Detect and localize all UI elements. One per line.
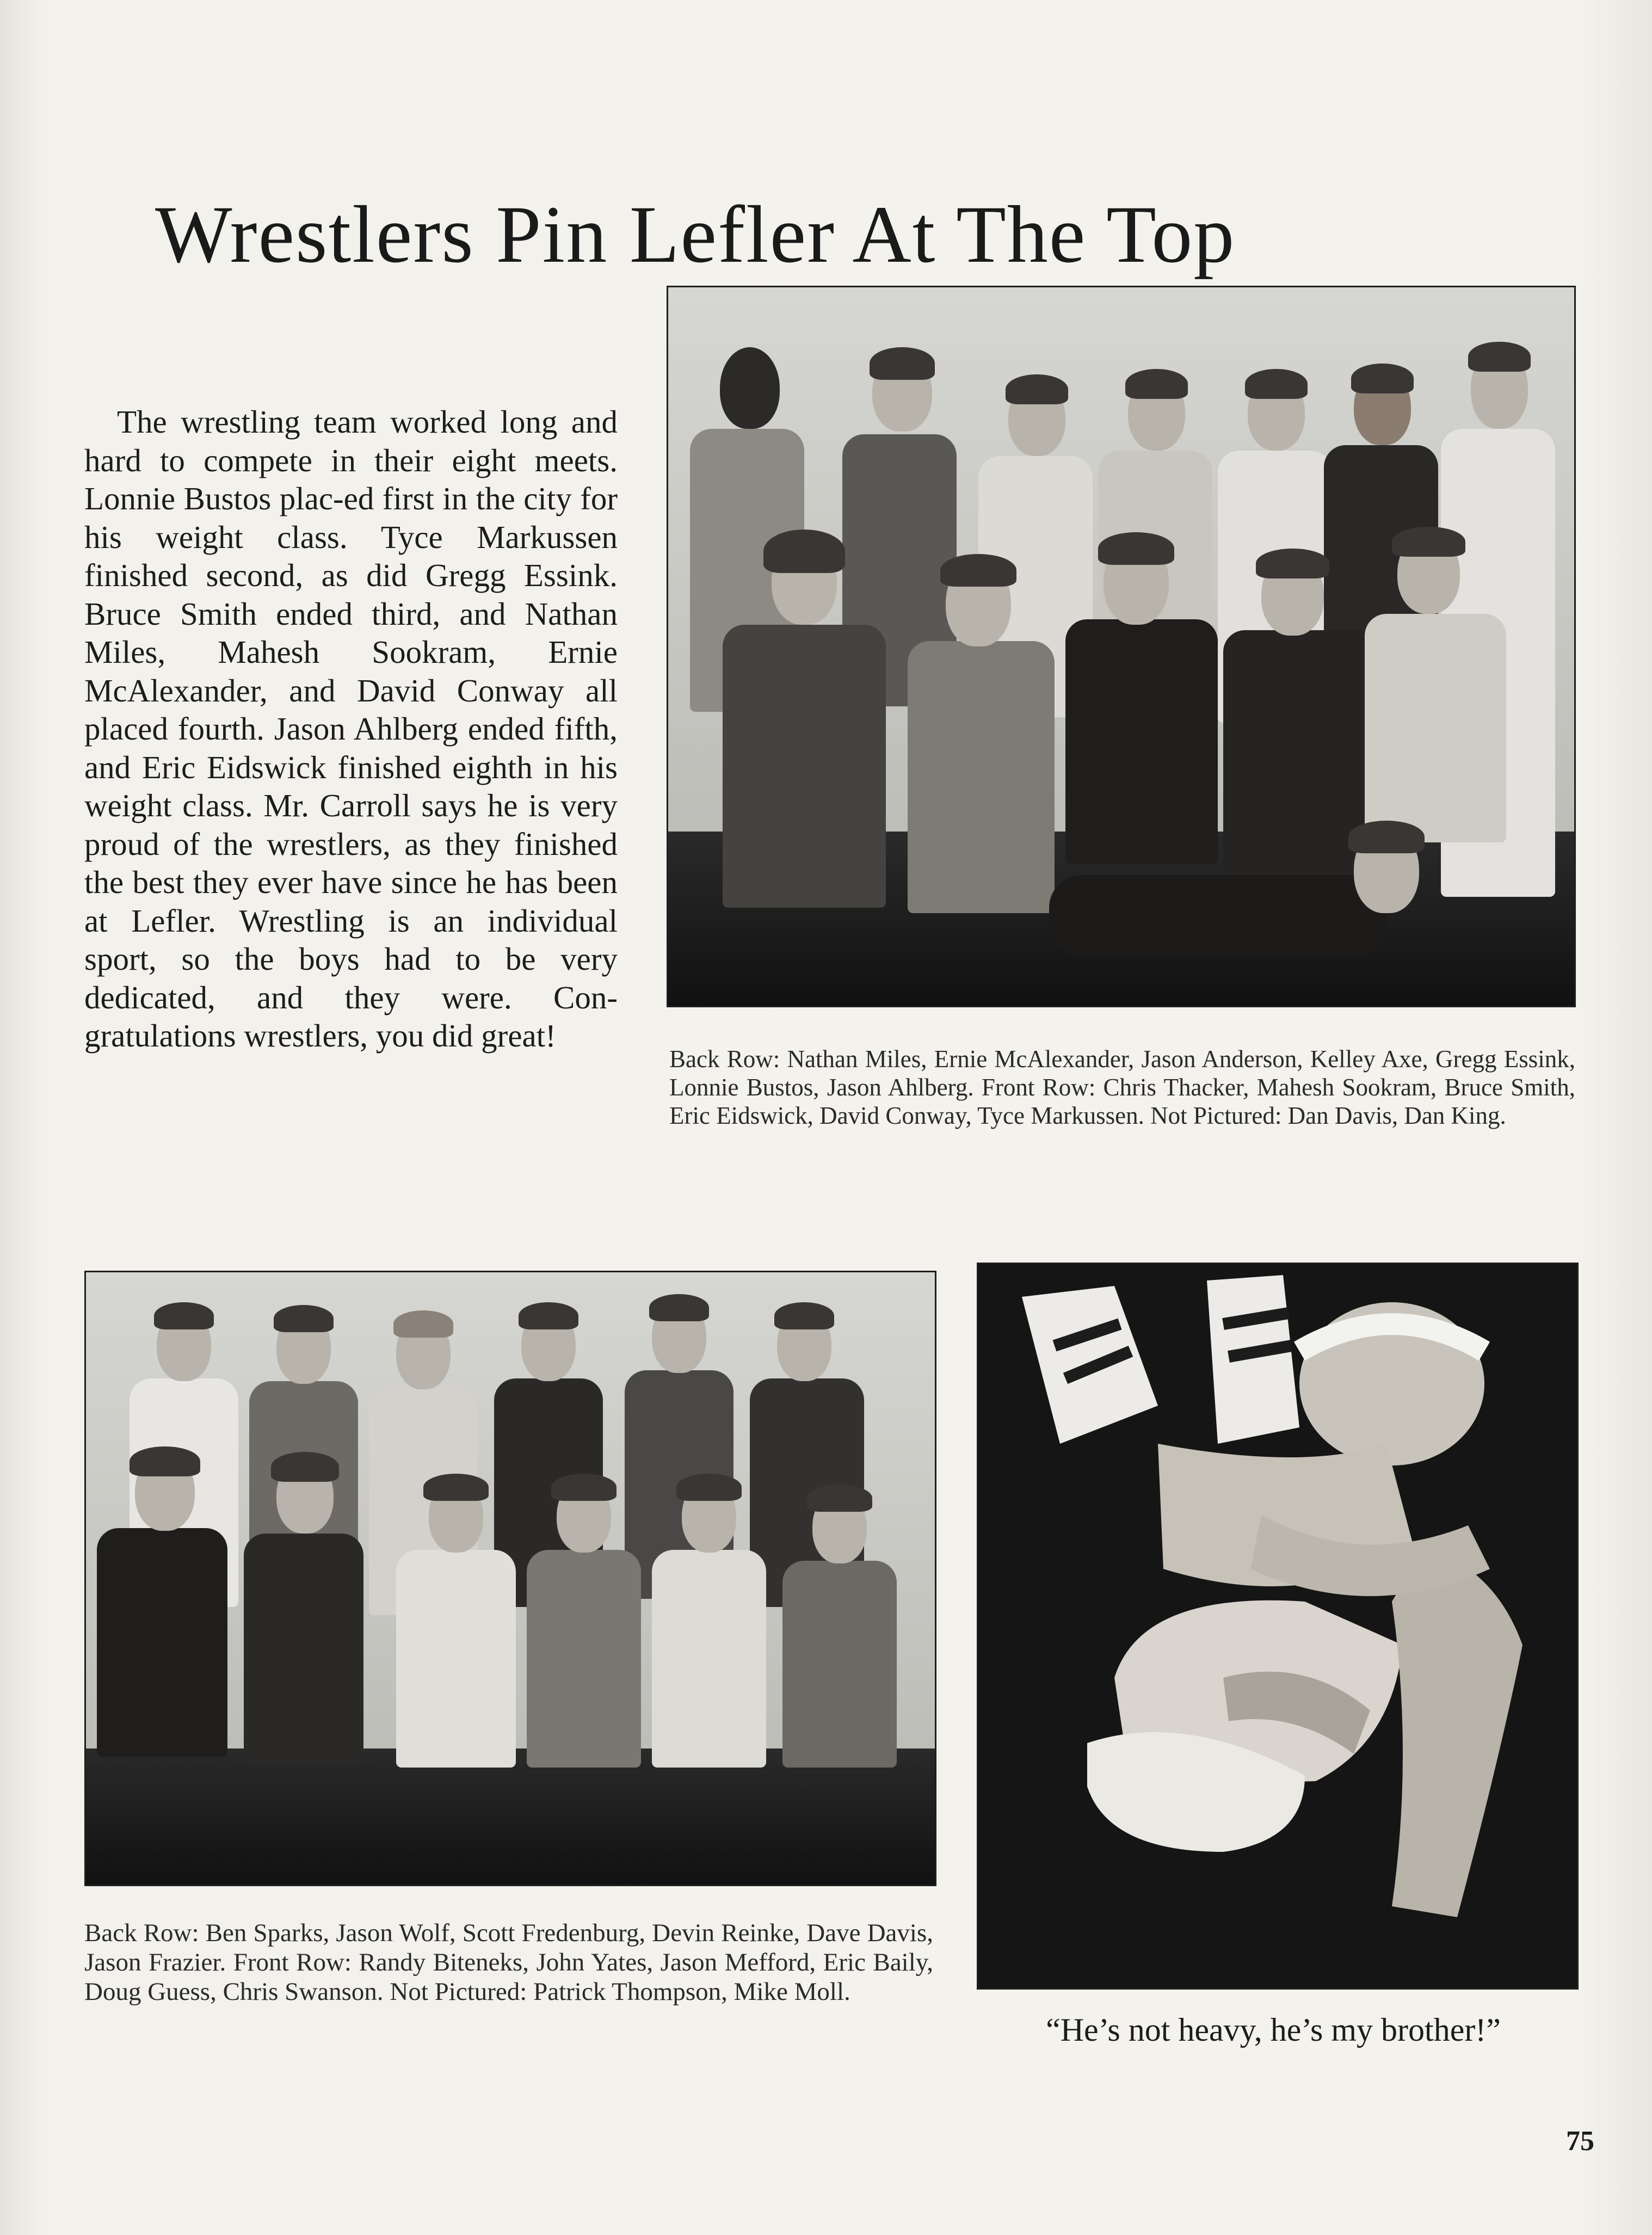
- action-photo-caption: “He’s not heavy, he’s my brother!”: [1046, 2012, 1501, 2048]
- varsity-team-photo: [667, 286, 1576, 1007]
- page-number: 75: [1566, 2126, 1594, 2157]
- wrestler-figure: [777, 1479, 902, 1833]
- junior-team-photo: [84, 1271, 936, 1886]
- wrestler-figure: [238, 1446, 369, 1827]
- article-body: The wrestling team worked long and hard to compete in their eight meets. Lonnie Bustos plac-ed first in the city for his weight class. Tyce Markussen finished second, as did Gregg Essink. Bruce Smith ended third, and Nathan Miles, Mahesh Sookram, Ernie McAlexander, and David Conway all placed fourth. Jason Ahlberg ended fifth, and Eric Eidswick finished eighth in his weight class. Mr. Carroll says he is very proud of the wrestlers, as they finished the best they ever have since he has been at Lefler. Wrestling is an individual sport, so the boys had to be very dedicated, and they were. Con-gratulations wrestlers, you did great!: [84, 404, 618, 1054]
- wrestler-figure: [1049, 826, 1430, 968]
- action-wrestling-photo: [977, 1263, 1579, 1990]
- page-title: Wrestlers Pin Lefler At The Top: [155, 189, 1236, 280]
- wrestler-figure: [646, 1468, 772, 1822]
- wrestler-figure: [391, 1468, 521, 1822]
- wrestler-figure: [712, 516, 891, 951]
- wrestler-figure: [91, 1441, 233, 1822]
- junior-photo-caption: Back Row: Ben Sparks, Jason Wolf, Scott Fredenburg, Devin Reinke, Dave Davis, Jason Frazier. Front Row: Randy Biteneks, John Yates, Jason Mefford, Eric Baily, Doug Guess, Chris Swanson. Not Pictured: Patrick Thompson, Mike Moll.: [84, 1919, 933, 2006]
- wrestler-figure: [521, 1468, 646, 1822]
- wrestler-figure: [897, 543, 1060, 951]
- varsity-photo-caption: Back Row: Nathan Miles, Ernie McAlexander, Jason Anderson, Kelley Axe, Gregg Essink, Lonnie Bustos, Jason Ahlberg. Front Row: Chris Thacker, Mahesh Sookram, Bruce Smith, Eric Eidswick, David Conway, Tyce Markussen. Not Pictured: Dan Davis, Dan King.: [669, 1045, 1575, 1129]
